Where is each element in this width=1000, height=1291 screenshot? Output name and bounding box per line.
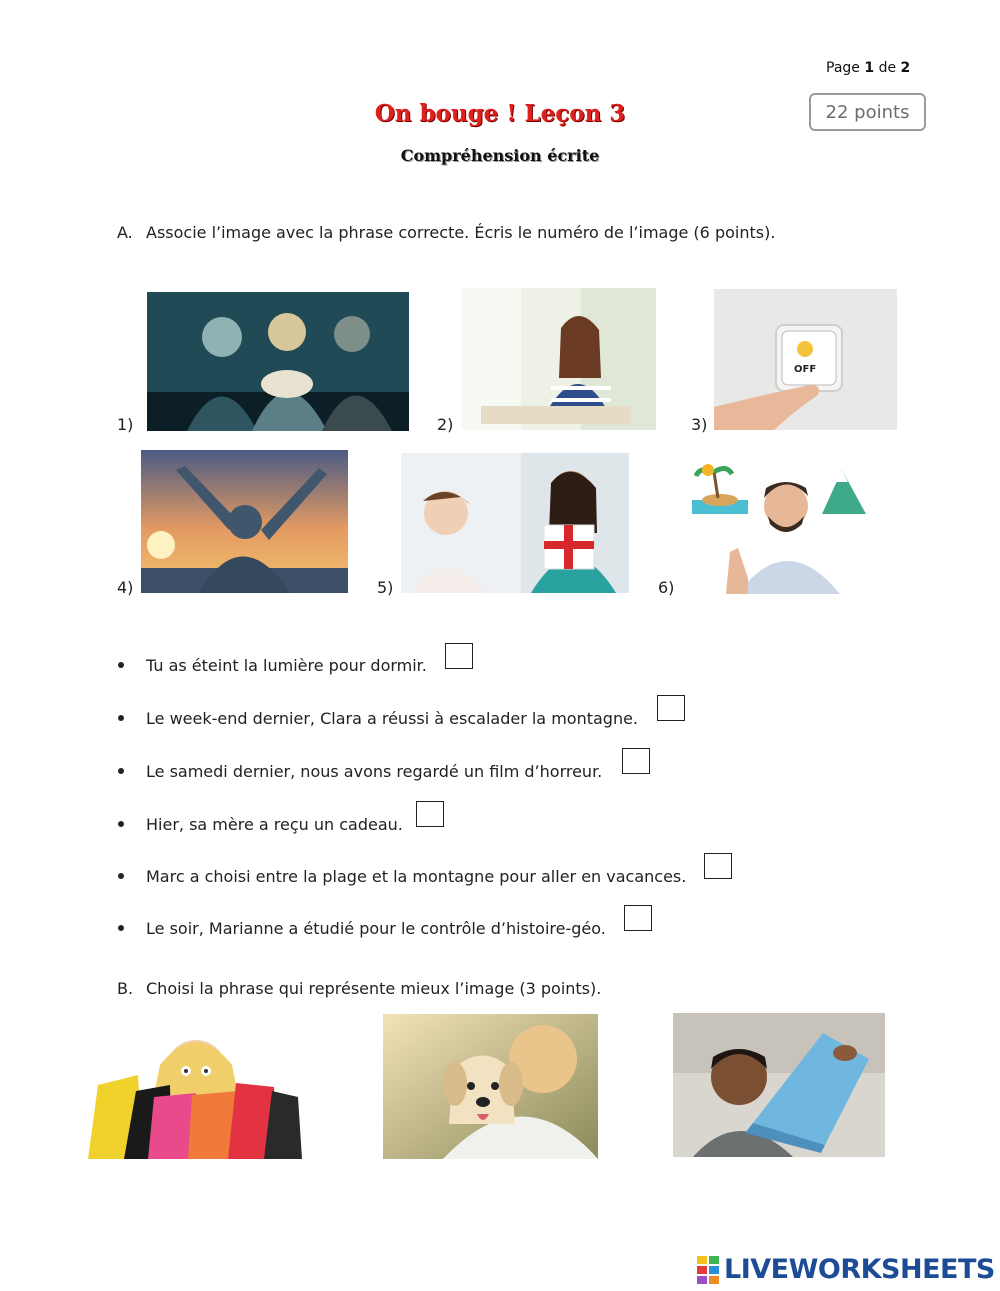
bullet-dot xyxy=(118,715,124,721)
image-number-2: 2) xyxy=(437,415,454,434)
bullet-dot xyxy=(118,768,124,774)
answer-box-2[interactable] xyxy=(657,695,685,721)
sentence-2: Le week-end dernier, Clara a réussi à escalader la montagne. xyxy=(146,709,639,728)
points-badge: 22 points xyxy=(809,93,926,131)
page-separator: de xyxy=(878,60,897,76)
sentence-4: Hier, sa mère a reçu un cadeau. xyxy=(146,815,403,834)
girl-studying-photo xyxy=(461,288,656,430)
answer-box-5[interactable] xyxy=(704,853,732,879)
bullet-dot xyxy=(118,873,124,879)
gift-photo xyxy=(401,453,629,593)
answer-box-1[interactable] xyxy=(445,643,473,669)
answer-box-3[interactable] xyxy=(622,748,650,774)
light-switch-off-photo xyxy=(714,289,897,430)
shopping-bags-photo xyxy=(88,1025,302,1159)
section-a-letter: A. xyxy=(117,223,133,242)
section-a-instruction: Associe l’image avec la phrase correcte. Écris le numéro de l’image (6 points). xyxy=(146,223,776,242)
image-number-6: 6) xyxy=(658,578,675,597)
bullet-dot xyxy=(118,821,124,827)
dog-hug-photo xyxy=(383,1014,598,1159)
answer-box-6[interactable] xyxy=(624,905,652,931)
page-indicator xyxy=(826,60,910,76)
page-total: 2 xyxy=(900,60,911,76)
sentence-3: Le samedi dernier, nous avons regardé un film d’horreur. xyxy=(146,762,603,781)
logo-mark-icon xyxy=(697,1256,721,1284)
sentence-6: Le soir, Marianne a étudié pour le contrôle d’histoire-géo. xyxy=(146,919,606,938)
liveworksheets-logo xyxy=(697,1254,995,1285)
sentence-5: Marc a choisi entre la plage et la montagne pour aller en vacances. xyxy=(146,867,687,886)
friends-watching-movie-photo xyxy=(147,292,409,431)
image-number-5: 5) xyxy=(377,578,394,597)
page-subtitle: Compréhension écrite xyxy=(400,146,600,165)
man-thinking-beach-mountain-photo xyxy=(690,458,870,594)
image-number-1: 1) xyxy=(117,415,134,434)
image-number-3: 3) xyxy=(691,415,708,434)
page-title: On bouge ! Leçon 3 xyxy=(374,100,626,127)
sunset-victory-photo xyxy=(141,450,348,593)
page-prefix: Page xyxy=(826,60,860,76)
svg-text:OFF: OFF xyxy=(794,364,817,375)
bullet-dot xyxy=(118,925,124,931)
boy-reading-photo xyxy=(673,1013,885,1157)
image-number-4: 4) xyxy=(117,578,134,597)
page-current: 1 xyxy=(864,60,875,76)
sentence-1: Tu as éteint la lumière pour dormir. xyxy=(146,656,427,675)
answer-box-4[interactable] xyxy=(416,801,444,827)
section-b-instruction: Choisi la phrase qui représente mieux l’image (3 points). xyxy=(146,979,602,998)
logo-text: LIVEWORKSHEETS xyxy=(724,1254,995,1285)
bullet-dot xyxy=(118,662,124,668)
section-b-letter: B. xyxy=(117,979,134,998)
